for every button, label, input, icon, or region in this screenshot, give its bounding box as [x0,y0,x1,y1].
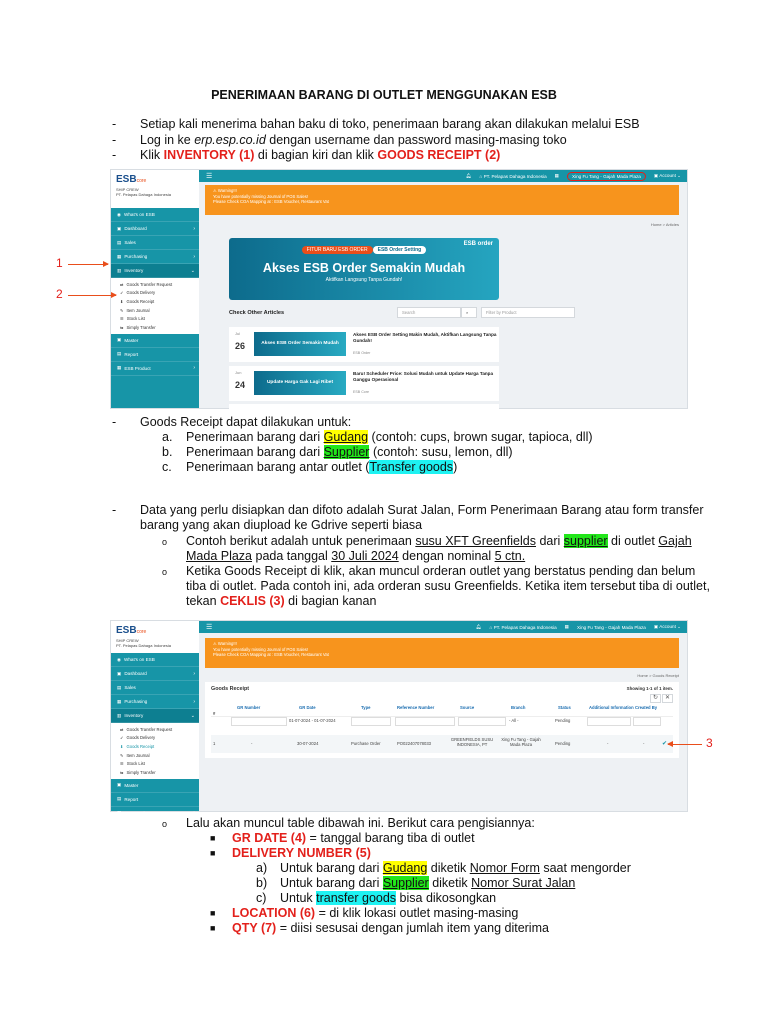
intro-bullet-3: Klik INVENTORY (1) di bagian kiri dan klik GOODS RECEIPT (2) [140,148,501,162]
warning-banner [205,638,679,668]
user-name: SHIP CREW [116,187,139,192]
bullet-circle: o [162,537,168,547]
gr-use-supplier: Penerimaan barang dari Supplier (contoh: susu, lemon, dll) [186,445,513,459]
esb-goods-receipt-screenshot [110,620,688,817]
article-month: Jun [235,370,242,375]
submenu-goods-receipt[interactable]: ⬇ Goods Receipt [120,743,155,749]
bullet-dash: - [112,503,117,517]
search-icon[interactable]: ⌕ [461,307,477,318]
company-selector[interactable]: ⌂ PT. Pelapas Dahaga Indonesia [479,173,547,179]
col-type[interactable]: Type [361,705,371,710]
submenu-goods-transfer-request[interactable]: ⇄ Goods Transfer Request [120,726,173,732]
qty-instruction: QTY (7) = diisi sesusai dengan jumlah item yang diterima [232,921,549,935]
cell-source: GREENFIELDS SUSU INDONESIA, PT [450,737,494,747]
account-menu[interactable]: ▣ Account ⌄ [653,173,681,178]
esb-logo: ESBcore [116,174,147,185]
gr-date-instruction: GR DATE (4) = tanggal barang tiba di outlet [232,831,475,845]
article-day: 26 [235,341,246,351]
banner-heading: Akses ESB Order Semakin Mudah [262,261,466,275]
sidebar-item-inventory[interactable]: ▥ Inventory ⌄ [111,264,199,278]
submenu-stock-list[interactable]: ☰ Stock List [120,761,145,767]
bullet-square: ■ [210,923,216,933]
status-filter[interactable]: Pending [555,718,571,723]
callout-number-2: 2 [56,287,63,301]
banner-subheading: Aktifkan Langsung Tanpa Gundah! [325,277,403,283]
inventory-submenu [111,278,199,334]
source-filter[interactable] [458,717,506,726]
example-2-line-3: tekan CEKLIS (3) di bagian kanan [186,594,377,608]
product-filter-input[interactable]: Filter by Product [481,307,575,318]
bullet-dash: - [112,133,117,147]
gr-use-transfer: Penerimaan barang antar outlet (Transfer goods) [186,460,458,474]
esb-logo: ESBcore [116,625,147,636]
sidebar [111,621,199,817]
sidebar-item-whats-on-esb[interactable]: ◉ What's on ESB [111,653,199,667]
list-label: c) [256,891,267,905]
gr-number-filter[interactable] [231,717,287,726]
submenu-item-journal[interactable]: ✎ Item Journal [120,307,150,313]
outlet-selector[interactable]: Xing Fu Tang - Gajah Mada Plaza [577,624,646,630]
article-day: 24 [235,380,246,390]
page-title: PENERIMAAN BARANG DI OUTLET MENGGUNAKAN ESB [211,88,557,102]
bullet-dash: - [112,148,117,162]
article-tag: ESB Order [353,351,371,355]
cell-no: 1 [213,741,216,746]
esb-order-logo: ESB order [463,241,493,247]
company-name: PT. Pelapas Dahaga Indonesia [116,192,171,197]
cell-branch: Xing Fu Tang - Gajah Mada Plaza [501,737,541,747]
top-bar [199,170,687,182]
submenu-goods-receipt[interactable]: ⬇ Goods Receipt [120,298,155,304]
cell-gr-number: - [251,741,253,746]
inventory-submenu [111,723,199,779]
goods-receipt-card [205,682,679,758]
warning-line-2: Please Check COA Mapping at : ESB Voucher, Restaurant Vat [213,652,329,658]
callout-arrow-2 [68,295,116,296]
submenu-stock-list[interactable]: ☰ Stock List [120,316,145,322]
erp-url: erp.esp.co.id [194,133,266,147]
col-reference[interactable]: Reference Number [397,705,435,710]
gr-date-filter[interactable]: 01-07-2024 - 01-07-2024 [289,718,336,723]
list-label: b. [162,445,173,459]
sidebar-item-report[interactable]: ▤ Report [111,793,199,807]
sidebar-item-report[interactable]: ▤ Report [111,348,199,362]
article-thumbnail: Update Harga Gak Lagi Ribet [254,371,346,395]
warning-banner [205,185,679,215]
filter-row [211,717,673,728]
type-filter[interactable] [351,717,391,726]
reference-filter[interactable] [395,717,455,726]
submenu-goods-delivery[interactable]: ➶ Goods Delivery [120,290,156,296]
warning-title: ⚠ Warning!!! [213,188,237,193]
company-name: PT. Pelapas Dahaga Indonesia [116,643,171,648]
table-header [211,704,673,717]
fill-guide-intro: Lalu akan muncul table dibawah ini. Berikut cara pengisiannya: [186,816,535,830]
example-2-line-2: tiba di outlet. Pada contoh ini, ada orderan susu Greenfields. Ketika item tersebut tiba di outlet, [186,579,710,593]
article-tag: ESB Core [353,390,369,394]
intro-bullet-2: Log in ke erp.esp.co.id dengan username dan password masing-masing toko [140,133,567,147]
sidebar [111,170,199,408]
sidebar-item-master[interactable]: ▣ Master [111,779,199,793]
breadcrumb: Home > Goods Receipt [637,673,679,678]
gr-intro: Goods Receipt dapat dilakukan untuk: [140,415,352,429]
article-card[interactable] [229,366,499,401]
sidebar-item-dashboard[interactable]: ▣ Dashboard › [111,222,199,236]
submenu-goods-delivery[interactable]: ➶ Goods Delivery [120,735,156,741]
article-thumbnail: Akses ESB Order Semakin Mudah [254,332,346,356]
list-label: c. [162,460,172,474]
cell-gr-date: 30-07-2024 [297,741,319,746]
warning-title: ⚠ Warning!!! [213,641,237,646]
sidebar-item-purchasing[interactable]: ▦ Purchasing › [111,250,199,264]
company-selector[interactable]: ⌂ PT. Pelapas Dahaga Indonesia [489,624,557,630]
bullet-circle: o [162,819,168,829]
col-created-by[interactable]: Created By [635,705,658,710]
promo-banner[interactable] [229,238,499,300]
sidebar-item-esb-product[interactable]: ▦ ESB Product › [111,807,199,821]
example-1-line-2: Mada Plaza pada tanggal 30 Juli 2024 dengan nominal 5 ctn. [186,549,526,563]
warning-line-1: You have potentially missing Journal of POS Sales! [213,646,309,652]
col-branch[interactable]: Branch [511,705,526,710]
breadcrumb: Home > Articles [650,222,679,227]
list-label: a. [162,430,173,444]
bullet-square: ■ [210,833,216,843]
delivery-rule-gudang: Untuk barang dari Gudang diketik Nomor Form saat mengorder [280,861,631,875]
banner-pill-setting: ESB Order Setting [373,246,427,254]
data-para-line-1: Data yang perlu disiapkan dan difoto adalah Surat Jalan, Form Penerimaan Barang atau form transfer [140,503,704,517]
check-other-articles: Check Other Articles [229,310,285,316]
example-2-line-1: Ketika Goods Receipt di klik, akan muncul orderan outlet yang berstatus pending dan belum [186,564,696,578]
grid-icon[interactable]: ▦ [564,624,569,629]
bullet-dash: - [112,415,117,429]
delivery-number-label: DELIVERY NUMBER (5) [232,846,371,860]
list-label: b) [256,876,268,890]
bullet-square: ■ [210,908,216,918]
hamburger-icon[interactable]: ☰ [206,624,213,631]
outlet-selector[interactable]: Xing Fu Tang - Gajah Mada Plaza [567,172,646,181]
col-source[interactable]: Source [460,705,475,710]
warning-line-1: You have potentially missing Journal of POS Sales! [213,193,309,199]
delivery-rule-supplier: Untuk barang dari Supplier diketik Nomor Surat Jalan [280,876,576,890]
col-no: # [213,711,216,716]
hamburger-icon[interactable]: ☰ [206,173,213,180]
article-month: Jul [235,331,241,336]
esb-articles-screenshot [110,169,688,409]
submenu-goods-transfer-request[interactable]: ⇄ Goods Transfer Request [120,281,173,287]
location-instruction: LOCATION (6) = di klik lokasi outlet masing-masing [232,906,519,920]
top-bar [199,621,687,633]
article-title: Akses ESB Order Setting Makin Mudah, Aktifkan Langsung Tanpa Gundah! [353,332,497,343]
bell-icon[interactable]: 🔔︎ [465,173,472,178]
sidebar-item-whats-on-esb[interactable]: ◉ What's on ESB [111,208,199,222]
sidebar-item-dashboard[interactable]: ▣ Dashboard › [111,667,199,681]
banner-pill-new-feature: FITUR BARU ESB ORDER [302,246,373,254]
intro-bullet-1: Setiap kali menerima bahan baku di toko, penerimaan barang akan dilakukan melalui ESB [140,117,640,131]
submenu-simply-transfer[interactable]: ⇆ Simply Transfer [120,324,156,330]
showing-count: Showing 1-1 of 1 item. [626,686,673,691]
bell-icon[interactable]: 🔔︎ [475,624,482,629]
col-status[interactable]: Status [558,705,571,710]
sidebar-item-master[interactable]: ▣ Master [111,334,199,348]
user-name: SHIP CREW [116,638,139,643]
cell-created-by: - [643,741,645,746]
cell-type: Purchase Order [351,741,381,746]
sidebar-item-sales[interactable]: ▤ Sales [111,236,199,250]
sidebar-item-purchasing[interactable]: ▦ Purchasing › [111,695,199,709]
grid-icon[interactable]: ▦ [554,173,559,178]
callout-arrow-3 [668,744,702,745]
table-row [211,735,673,753]
col-additional-info[interactable]: Additional Information [589,705,634,710]
close-icon[interactable]: ✕ [662,694,673,703]
receive-check-icon[interactable]: ✔ [661,741,667,747]
col-gr-number[interactable]: GR Number [237,705,261,710]
submenu-item-journal[interactable]: ✎ Item Journal [120,752,150,758]
bullet-square: ■ [210,848,216,858]
additional-filter[interactable] [587,717,631,726]
col-gr-date[interactable]: GR Date [299,705,316,710]
submenu-simply-transfer[interactable]: ⇆ Simply Transfer [120,769,156,775]
list-label: a) [256,861,268,875]
bullet-dash: - [112,117,117,131]
refresh-icon[interactable]: ↻ [650,694,661,703]
cell-status: Pending [555,741,571,746]
article-search-input[interactable]: Search [397,307,461,318]
delivery-rule-transfer: Untuk transfer goods bisa dikosongkan [280,891,497,905]
data-para-line-2: barang yang akan diupload ke Gdrive seperti biasa [140,518,423,532]
goods-receipt-title: Goods Receipt [211,686,250,692]
gr-use-gudang: Penerimaan barang dari Gudang (contoh: cups, brown sugar, tapioca, dll) [186,430,593,444]
warning-line-2: Please Check COA Mapping at : ESB Voucher, Restaurant Vat [213,199,329,205]
sidebar-item-sales[interactable]: ▤ Sales [111,681,199,695]
bullet-circle: o [162,567,168,577]
sidebar-item-inventory[interactable]: ▥ Inventory ⌄ [111,709,199,723]
sidebar-item-esb-product[interactable]: ▦ ESB Product › [111,362,199,376]
example-1-line-1: Contoh berikut adalah untuk penerimaan susu XFT Greenfields dari supplier di outlet Gajah [186,534,692,548]
cell-additional: - [607,741,609,746]
callout-arrow-1 [68,264,108,265]
article-title: Baru! Scheduler Price: Solusi Mudah untuk Update Harga Tanpa Ganggu Operasional [353,371,494,382]
callout-number-1: 1 [56,256,63,270]
created-by-filter[interactable] [633,717,661,726]
account-menu[interactable]: ▣ Account ⌄ [653,624,681,629]
article-card[interactable] [229,327,499,362]
callout-number-3: 3 [706,736,713,750]
article-card[interactable] [229,404,499,414]
cell-reference: PO022407078033 [397,741,431,746]
branch-filter[interactable]: - All - [509,718,519,723]
